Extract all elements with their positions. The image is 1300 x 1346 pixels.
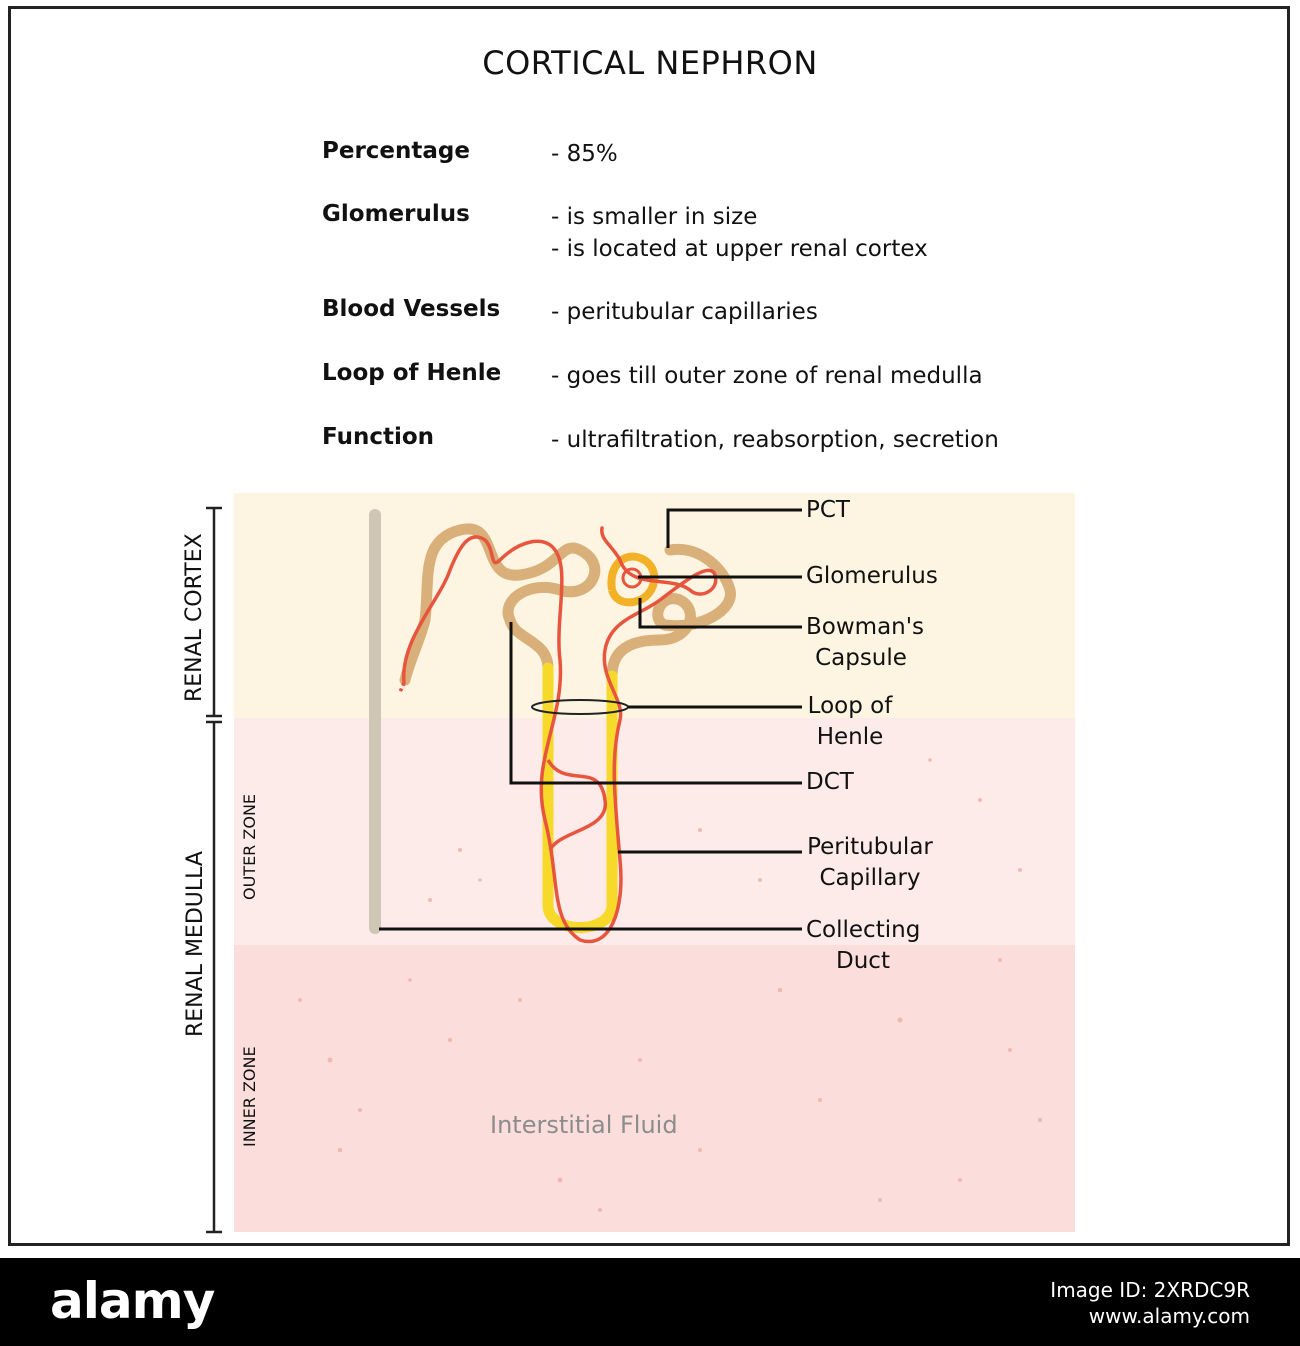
- peritubular-label-line1: Peritubular: [807, 834, 933, 860]
- loop-label-line2: Henle: [816, 724, 884, 750]
- info-value-line: - 85%: [551, 141, 618, 167]
- info-label: Blood Vessels: [322, 296, 501, 322]
- pct-label: PCT: [806, 497, 850, 523]
- peritubular-capillary-label: [806, 832, 934, 894]
- site-url[interactable]: www.alamy.com: [1088, 1304, 1250, 1328]
- info-label: Glomerulus: [322, 201, 470, 227]
- page-title: CORTICAL NEPHRON: [482, 44, 818, 82]
- inner-zone-label: INNER ZONE: [240, 1046, 259, 1147]
- collecting-duct-label: [806, 915, 920, 977]
- bowmans-capsule-label: [806, 612, 925, 674]
- bowmans-label-line1: Bowman's: [806, 614, 925, 640]
- renal-medulla-label: RENAL MEDULLA: [183, 851, 208, 1037]
- outer-zone-label: OUTER ZONE: [240, 793, 259, 900]
- info-value-line: - ultrafiltration, reabsorption, secretion: [551, 427, 999, 453]
- inner-zone: [234, 945, 1075, 1232]
- bowmans-label-line2: Capsule: [815, 645, 907, 671]
- interstitial-fluid-label: Interstitial Fluid: [490, 1111, 678, 1139]
- image-id: Image ID: 2XRDC9R: [1050, 1278, 1250, 1302]
- footer-bar: [0, 1258, 1300, 1346]
- info-value-line: - peritubular capillaries: [551, 299, 818, 325]
- info-label: Loop of Henle: [322, 360, 502, 386]
- glomerulus-label: Glomerulus: [806, 563, 938, 589]
- loop-label-line1: Loop of: [807, 693, 893, 719]
- outer-zone: [234, 718, 1075, 945]
- info-label: Percentage: [322, 138, 470, 164]
- collecting-label-line2: Duct: [836, 948, 890, 974]
- collecting-label-line1: Collecting: [806, 917, 921, 943]
- renal-cortex-label: RENAL CORTEX: [182, 533, 207, 702]
- info-value-line: - is smaller in size: [551, 204, 758, 230]
- peritubular-label-line2: Capillary: [819, 865, 921, 891]
- loop-of-henle-label: [806, 691, 894, 753]
- info-value-line: - goes till outer zone of renal medulla: [551, 363, 983, 389]
- info-value-line: - is located at upper renal cortex: [551, 236, 928, 262]
- dct-label: DCT: [806, 769, 854, 795]
- brand-logo[interactable]: alamy: [50, 1272, 215, 1330]
- info-label: Function: [322, 424, 435, 450]
